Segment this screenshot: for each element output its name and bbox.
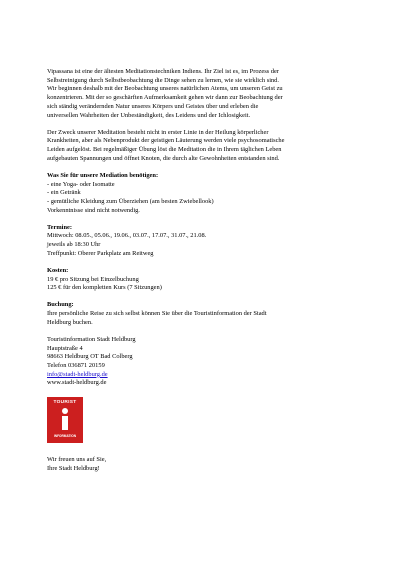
booking-section <box>47 301 367 327</box>
purpose-paragraph <box>47 129 367 164</box>
intro-line: Wir beginnen deshalb mit der Beobachtung unseres natürlichen Atems, um unseren Geist zu <box>47 85 283 93</box>
logo-top-text: TOURIST <box>53 400 77 406</box>
contact-street: Hauptstraße 4 <box>47 344 83 352</box>
purpose-line: aufgebauten Spannungen und öffnet Knoten, die durch alte Gewohnheiten entstanden sind. <box>47 154 280 162</box>
cost-line: 19 € pro Sitzung bei Einzelbuchung <box>47 275 139 283</box>
needs-item: - eine Yoga- oder Isomatte <box>47 180 115 188</box>
contact-phone: Telefon 036871 20159 <box>47 362 105 370</box>
dates-line: jeweils ab 18:30 Uhr <box>47 241 101 249</box>
dates-section <box>47 224 367 259</box>
intro-line: universellen Wahrheiten der Unbeständigkeit, des Leidens und der Ichlosigkeit. <box>47 111 251 119</box>
needs-heading: Was Sie für unsere Mediation benötigen: <box>47 171 159 179</box>
logo-bottom-text: INFORMATION <box>53 434 77 439</box>
intro-line: sich ständig verändernden Natur unseres Körpers und Geistes über und erleben die <box>47 102 259 110</box>
costs-heading: Kosten: <box>47 266 69 274</box>
booking-line: Heldburg buchen. <box>47 318 93 326</box>
purpose-line: Krankheiten, aber als Nebenprodukt der geistigen Läuterung werden viele psychosomatische <box>47 137 285 145</box>
closing <box>47 456 367 473</box>
needs-item: - ein Getränk <box>47 189 81 197</box>
website-text: www.stadt-heldburg.de <box>47 379 107 387</box>
cost-line: 125 € für den kompletten Kurs (7 Sitzungen) <box>47 284 162 292</box>
intro-line: Selbstreinigung durch Selbstbeobachtung die Dinge sehen zu lernen, wie sie wirklich sind. <box>47 76 279 84</box>
contact-block <box>47 336 367 388</box>
meeting-point: Treffpunkt: Oberer Parkplatz am Reitweg <box>47 249 154 257</box>
intro-paragraph <box>47 68 367 120</box>
email-link[interactable]: info@stadt-heldburg.de <box>47 370 108 378</box>
purpose-line: Leiden aufgelöst. Bei regelmäßiger Übung löst die Meditation die in Ihrem täglichen Leben <box>47 146 282 154</box>
booking-heading: Buchung: <box>47 301 74 309</box>
needs-section <box>47 172 367 216</box>
contact-city: 98663 Heldburg OT Bad Colberg <box>47 353 133 361</box>
closing-line: Ihre Stadt Heldburg! <box>47 464 100 472</box>
needs-item: - gemütliche Kleidung zum Überziehen (am besten Zwiebellook) <box>47 197 214 205</box>
closing-line: Wir freuen uns auf Sie, <box>47 456 107 464</box>
info-icon <box>56 407 74 431</box>
intro-line: Vipassana ist eine der ältesten Meditationstechniken Indiens. Ihr Ziel ist es, im Prozess der <box>47 68 279 75</box>
dates-heading: Termine: <box>47 223 72 231</box>
intro-line: konzentrieren. Mit der so geschärften Aufmerksamkeit gehen wir dann zur Beobachtung der <box>47 94 283 102</box>
document-page <box>47 68 367 482</box>
purpose-line: Der Zweck unserer Meditation besteht nicht in erster Linie in der Heilung körperlicher <box>47 128 269 136</box>
booking-line: Ihre persönliche Reise zu sich selbst können Sie über die Touristinformation der Stadt <box>47 310 267 318</box>
dates-line: Mittwoch: 08.05., 05.06., 19.06., 03.07., 17.07., 31.07., 21.08. <box>47 232 207 240</box>
tourist-information-logo <box>47 397 83 443</box>
contact-name: Touristinformation Stadt Heldburg <box>47 335 136 343</box>
needs-note: Vorkenntnisse sind nicht notwendig. <box>47 206 140 214</box>
costs-section <box>47 267 367 293</box>
